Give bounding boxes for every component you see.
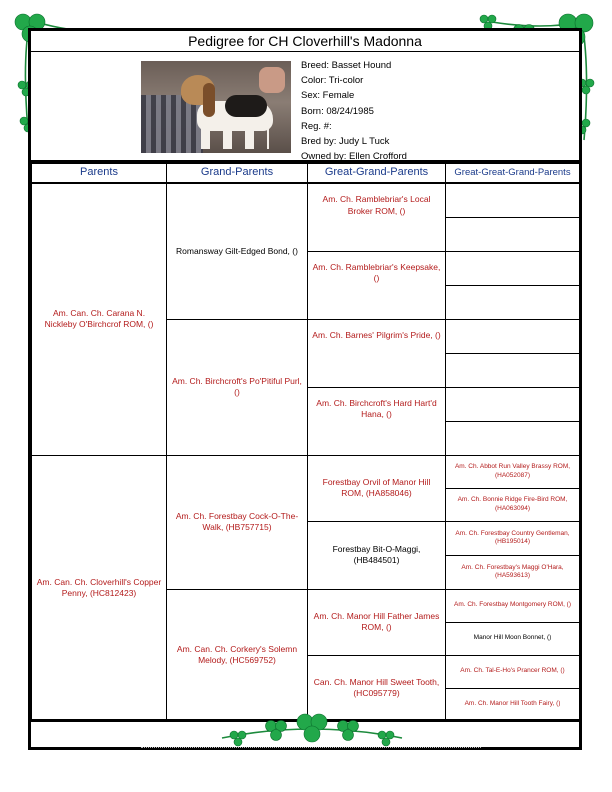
great-grandparent-ssd: Am. Ch. Ramblebriar's Keepsake, () bbox=[308, 251, 446, 319]
ggp-empty-6 bbox=[446, 353, 580, 387]
born-line: Born: 08/24/1985 bbox=[301, 105, 374, 117]
ggp-dsdd: Am. Ch. Forestbay's Maggi O'Hara, (HA593613) bbox=[446, 555, 580, 589]
great-grandparent-dss: Forestbay Orvil of Manor Hill ROM, (HA858046) bbox=[308, 455, 446, 521]
title-divider bbox=[31, 51, 579, 52]
ggp-empty-8 bbox=[446, 421, 580, 455]
grandparent-dam-sire: Am. Ch. Forestbay Cock-O-The-Walk, (HB757715) bbox=[167, 455, 308, 589]
page-title: Pedigree for CH Cloverhill's Madonna bbox=[188, 33, 422, 49]
ggp-dsss: Am. Ch. Abbot Run Valley Brassy ROM, (HA052087) bbox=[446, 455, 580, 488]
grandparent-dam-dam: Am. Can. Ch. Corkery's Solemn Melody, (HC569752) bbox=[167, 589, 308, 721]
ggp-dddd: Am. Ch. Manor Hill Tooth Fairy, () bbox=[446, 688, 580, 721]
pedigree-header-row bbox=[32, 164, 580, 184]
great-grandparent-sss: Am. Ch. Ramblebriar's Local Broker ROM, () bbox=[308, 183, 446, 251]
ggp-empty-1 bbox=[446, 183, 580, 217]
great-grandparent-sds: Am. Ch. Barnes' Pilgrim's Pride, () bbox=[308, 319, 446, 387]
ggp-empty-3 bbox=[446, 251, 580, 285]
color-line: Color: Tri-color bbox=[301, 75, 364, 87]
grandparent-sire-sire: Romansway Gilt-Edged Bond, () bbox=[167, 183, 308, 319]
dog-info-block bbox=[301, 58, 407, 164]
sex-line: Sex: Female bbox=[301, 90, 355, 102]
ggp-empty-5 bbox=[446, 319, 580, 353]
ggp-empty-2 bbox=[446, 217, 580, 251]
great-grandparent-dsd: Forestbay Bit-O-Maggi, (HB484501) bbox=[308, 521, 446, 589]
pedigree-table bbox=[31, 163, 580, 722]
ggp-ddsd: Manor Hill Moon Bonnet, () bbox=[446, 622, 580, 655]
ggp-ddds: Am. Ch. Tal-E-Ho's Prancer ROM, () bbox=[446, 655, 580, 688]
parent-dam: Am. Can. Ch. Cloverhill's Copper Penny, (HC812423) bbox=[32, 455, 167, 721]
header-great-grandparents: Great-Grand-Parents bbox=[308, 164, 446, 184]
great-grandparent-sdd: Am. Ch. Birchcroft's Hard Hart'd Hana, () bbox=[308, 387, 446, 455]
header-parents: Parents bbox=[32, 164, 167, 184]
photo-dog-legs bbox=[201, 127, 269, 149]
photo-dog-back bbox=[225, 95, 267, 117]
owned-by-line: Owned by: Ellen Crofford bbox=[301, 151, 407, 163]
ggp-empty-7 bbox=[446, 387, 580, 421]
bred-by-line: Bred by: Judy L Tuck bbox=[301, 136, 390, 148]
great-grandparent-dds: Am. Ch. Manor Hill Father James ROM, () bbox=[308, 589, 446, 655]
ggp-dssd: Am. Ch. Bonnie Ridge Fire-Bird ROM, (HA063094) bbox=[446, 488, 580, 521]
photo-hand bbox=[259, 67, 285, 93]
photo-dog-ear bbox=[203, 83, 215, 117]
pedigree-frame bbox=[28, 28, 582, 750]
ggp-empty-4 bbox=[446, 285, 580, 319]
grandparent-sire-dam: Am. Ch. Birchcroft's Po'Pitiful Purl, () bbox=[167, 319, 308, 455]
great-grandparent-ddd: Can. Ch. Manor Hill Sweet Tooth, (HC095779) bbox=[308, 655, 446, 721]
ggp-dsds: Am. Ch. Forestbay Country Gentleman, (HB195014) bbox=[446, 521, 580, 555]
ggp-ddss: Am. Ch. Forestbay Montgomery ROM, () bbox=[446, 589, 580, 622]
reg-line: Reg. #: bbox=[301, 120, 332, 132]
dog-photo bbox=[141, 61, 291, 153]
header-great-great-grandparents: Great-Great-Grand-Parents bbox=[446, 164, 580, 184]
parent-sire: Am. Can. Ch. Carana N. Nickleby O'Birchcrof ROM, () bbox=[32, 183, 167, 455]
header-grandparents: Grand-Parents bbox=[167, 164, 308, 184]
shamrock-bottom-icon bbox=[212, 708, 412, 752]
breed-line: Breed: Basset Hound bbox=[301, 60, 392, 71]
